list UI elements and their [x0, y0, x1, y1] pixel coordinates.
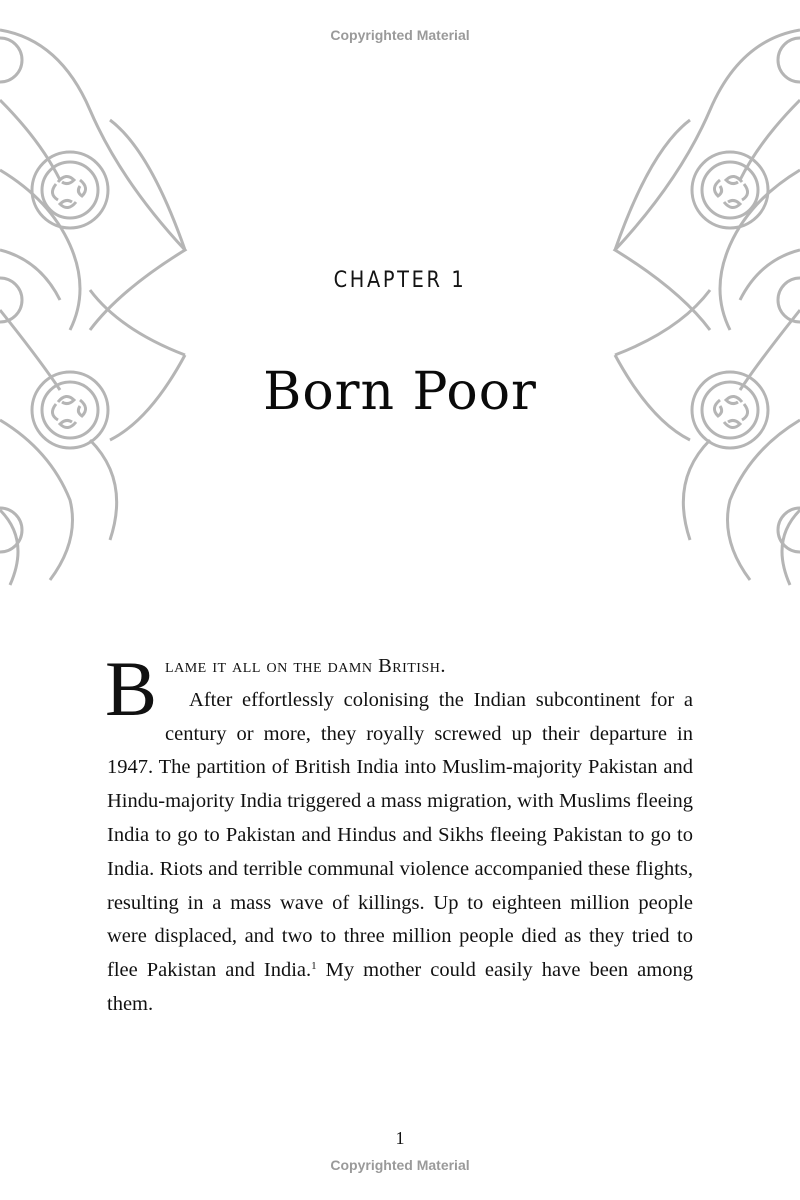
page-number: 1 [395, 1128, 405, 1148]
chapter-label: CHAPTER 1 [333, 268, 467, 293]
paragraph-text-end: My mother could easily have been among them. [107, 959, 693, 1015]
floral-ornament-right-icon [610, 0, 800, 600]
copyright-watermark-top: Copyrighted Material [330, 27, 470, 43]
lead-in-line [107, 650, 693, 684]
chapter-title: Born Poor [263, 362, 537, 422]
lead-in-text: lame it all on the damn British. [165, 655, 446, 677]
footnote-marker[interactable]: 1 [311, 960, 317, 973]
paragraph-text: After effortlessly colonising the Indian subcontinent for a century or more, they royally screwed up their departure in 1947. The partition of British India into Muslim-majority Pakistan and Hindu-majority India triggered a mass migration, with Muslims fleeing India to go to Pakistan and Hindus and Sikhs fleeing Pakistan to go to India. Riots and terrible communal violence accompanied these flights, resulting in a mass wave of killings. Up to eighteen million people were displaced, and two to three million people died as they tried to flee Pakistan and India. [107, 688, 693, 982]
drop-cap: B [105, 645, 158, 732]
body-paragraph [107, 684, 693, 1022]
floral-ornament-left-icon [0, 0, 190, 600]
chapter-body [105, 645, 693, 1022]
copyright-watermark-bottom: Copyrighted Material [330, 1157, 470, 1173]
